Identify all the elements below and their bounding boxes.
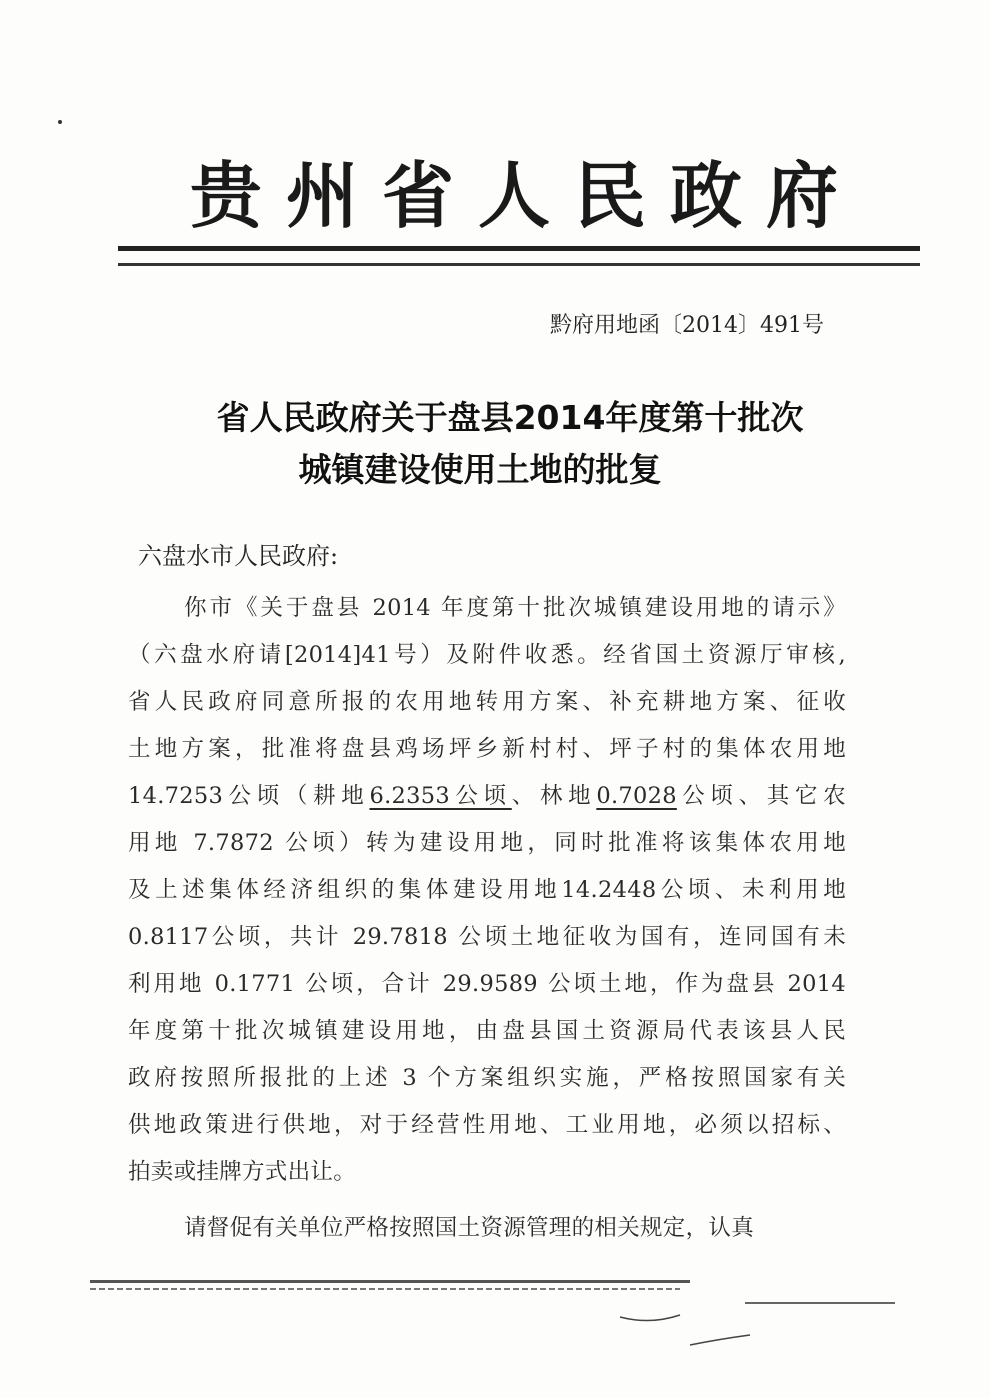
header-rule-thin xyxy=(118,263,920,266)
body-text: 公顷、其它农 xyxy=(676,783,846,809)
body-line: 政府按照所报批的上述 3 个方案组织实施，严格按照国家有关 xyxy=(128,1065,846,1091)
body-line: 利用地 0.1771 公顷，合计 29.9589 公顷土地，作为盘县 2014 xyxy=(128,971,846,997)
body-line: （六盘水府请[2014]41号）及附件收悉。经省国土资源厅审核, xyxy=(128,642,846,668)
body-line: 及上述集体经济组织的集体建设用地14.2448公顷、未利用地 xyxy=(128,877,846,903)
issuer-header: 贵州省人民政府 xyxy=(190,153,863,238)
document-title-line-2: 城镇建设使用土地的批复 xyxy=(298,450,662,489)
scan-speck xyxy=(58,120,62,124)
document-title-line-1: 省人民政府关于盘县2014年度第十批次 xyxy=(216,398,804,437)
underlined-forest-area: 0.7028 xyxy=(596,783,677,809)
body-line: 0.8117公顷，共计 29.7818 公顷土地征收为国有，连同国有未 xyxy=(128,924,846,950)
body-line: 年度第十批次城镇建设用地，由盘县国土资源局代表该县人民 xyxy=(128,1018,846,1044)
header-rule-thick xyxy=(118,246,920,251)
pen-mark xyxy=(610,1305,770,1355)
body-line: 用地 7.7872 公顷）转为建设用地，同时批准将该集体农用地 xyxy=(128,830,846,856)
body-text: 14.7253公顷（耕地 xyxy=(128,783,370,809)
body-line: 请督促有关单位严格按照国土资源管理的相关规定，认真 xyxy=(184,1215,755,1241)
document-number: 黔府用地函〔2014〕491号 xyxy=(550,313,824,338)
body-line: 你市《关于盘县 2014 年度第十批次城镇建设用地的请示》 xyxy=(184,595,846,621)
body-line: 拍卖或挂牌方式出让。 xyxy=(128,1159,357,1185)
body-text: 、林地 xyxy=(511,783,597,809)
footer-rule-dashed xyxy=(90,1288,680,1290)
underlined-cultivated-area: 6.2353公顷 xyxy=(369,783,512,809)
footer-rule-right xyxy=(745,1302,895,1304)
body-line: 供地政策进行供地，对于经营性用地、工业用地，必须以招标、 xyxy=(128,1112,846,1138)
footer-rule xyxy=(90,1280,690,1283)
salutation: 六盘水市人民政府: xyxy=(138,542,339,570)
body-line: 土地方案，批准将盘县鸡场坪乡新村村、坪子村的集体农用地 xyxy=(128,736,846,762)
body-line-with-underlines xyxy=(128,778,846,810)
body-line: 省人民政府同意所报的农用地转用方案、补充耕地方案、征收 xyxy=(128,689,846,715)
